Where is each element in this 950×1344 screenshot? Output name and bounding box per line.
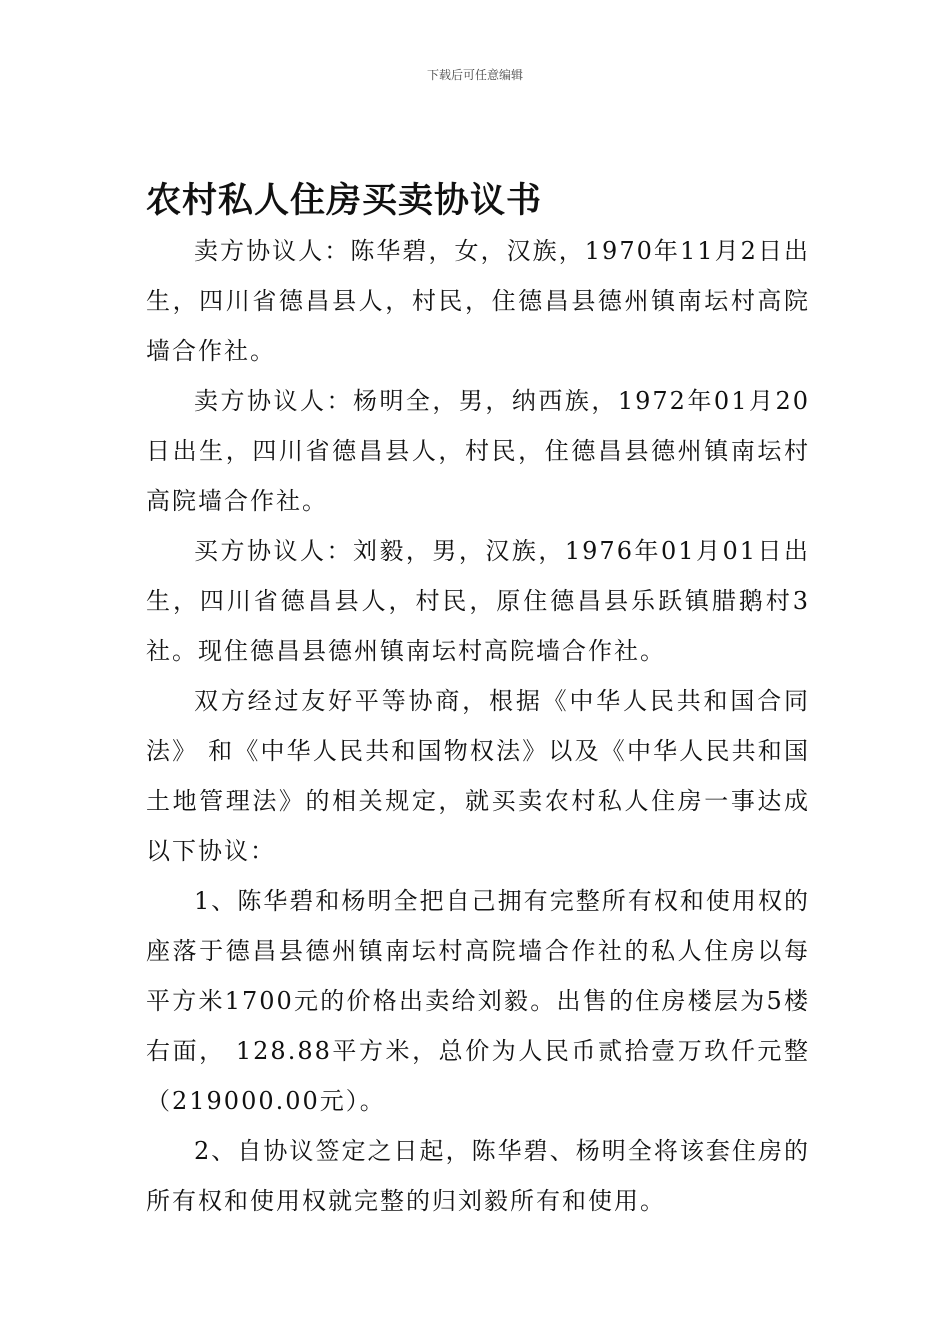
header-note: 下载后可任意编辑 xyxy=(426,68,523,82)
paragraph-clause-1: 1、陈华碧和杨明全把自己拥有完整所有权和使用权的座落于德昌县德州镇南坛村高院墙合作社的私人住房以每平方米1700元的价格出卖给刘毅。出售的住房楼层为5楼右面， 128.88平方米，总价为人民币贰拾壹万玖仟元整（219000.00元）。 xyxy=(146,887,810,1115)
paragraph-seller-1: 卖方协议人：陈华碧，女，汉族，1970年11月2日出生，四川省德昌县人，村民，住德昌县德州镇南坛村高院墙合作社。 xyxy=(146,237,810,365)
document-title: 农村私人住房买卖协议书 xyxy=(146,181,543,221)
paragraph-clause-2: 2、自协议签定之日起，陈华碧、杨明全将该套住房的所有权和使用权就完整的归刘毅所有和使用。 xyxy=(146,1137,810,1215)
paragraph-buyer: 买方协议人：刘毅，男，汉族，1976年01月01日出生，四川省德昌县人，村民，原住德昌县乐跃镇腊鹅村3社。现住德昌县德州镇南坛村高院墙合作社。 xyxy=(146,537,810,665)
document-body xyxy=(146,226,810,1226)
paragraph-preamble: 双方经过友好平等协商，根据《中华人民共和国合同法》 和《中华人民共和国物权法》以及《中华人民共和国土地管理法》的相关规定，就买卖农村私人住房一事达成以下协议： xyxy=(146,687,810,865)
paragraph-seller-2: 卖方协议人：杨明全，男，纳西族，1972年01月20日出生，四川省德昌县人，村民，住德昌县德州镇南坛村高院墙合作社。 xyxy=(146,387,810,515)
